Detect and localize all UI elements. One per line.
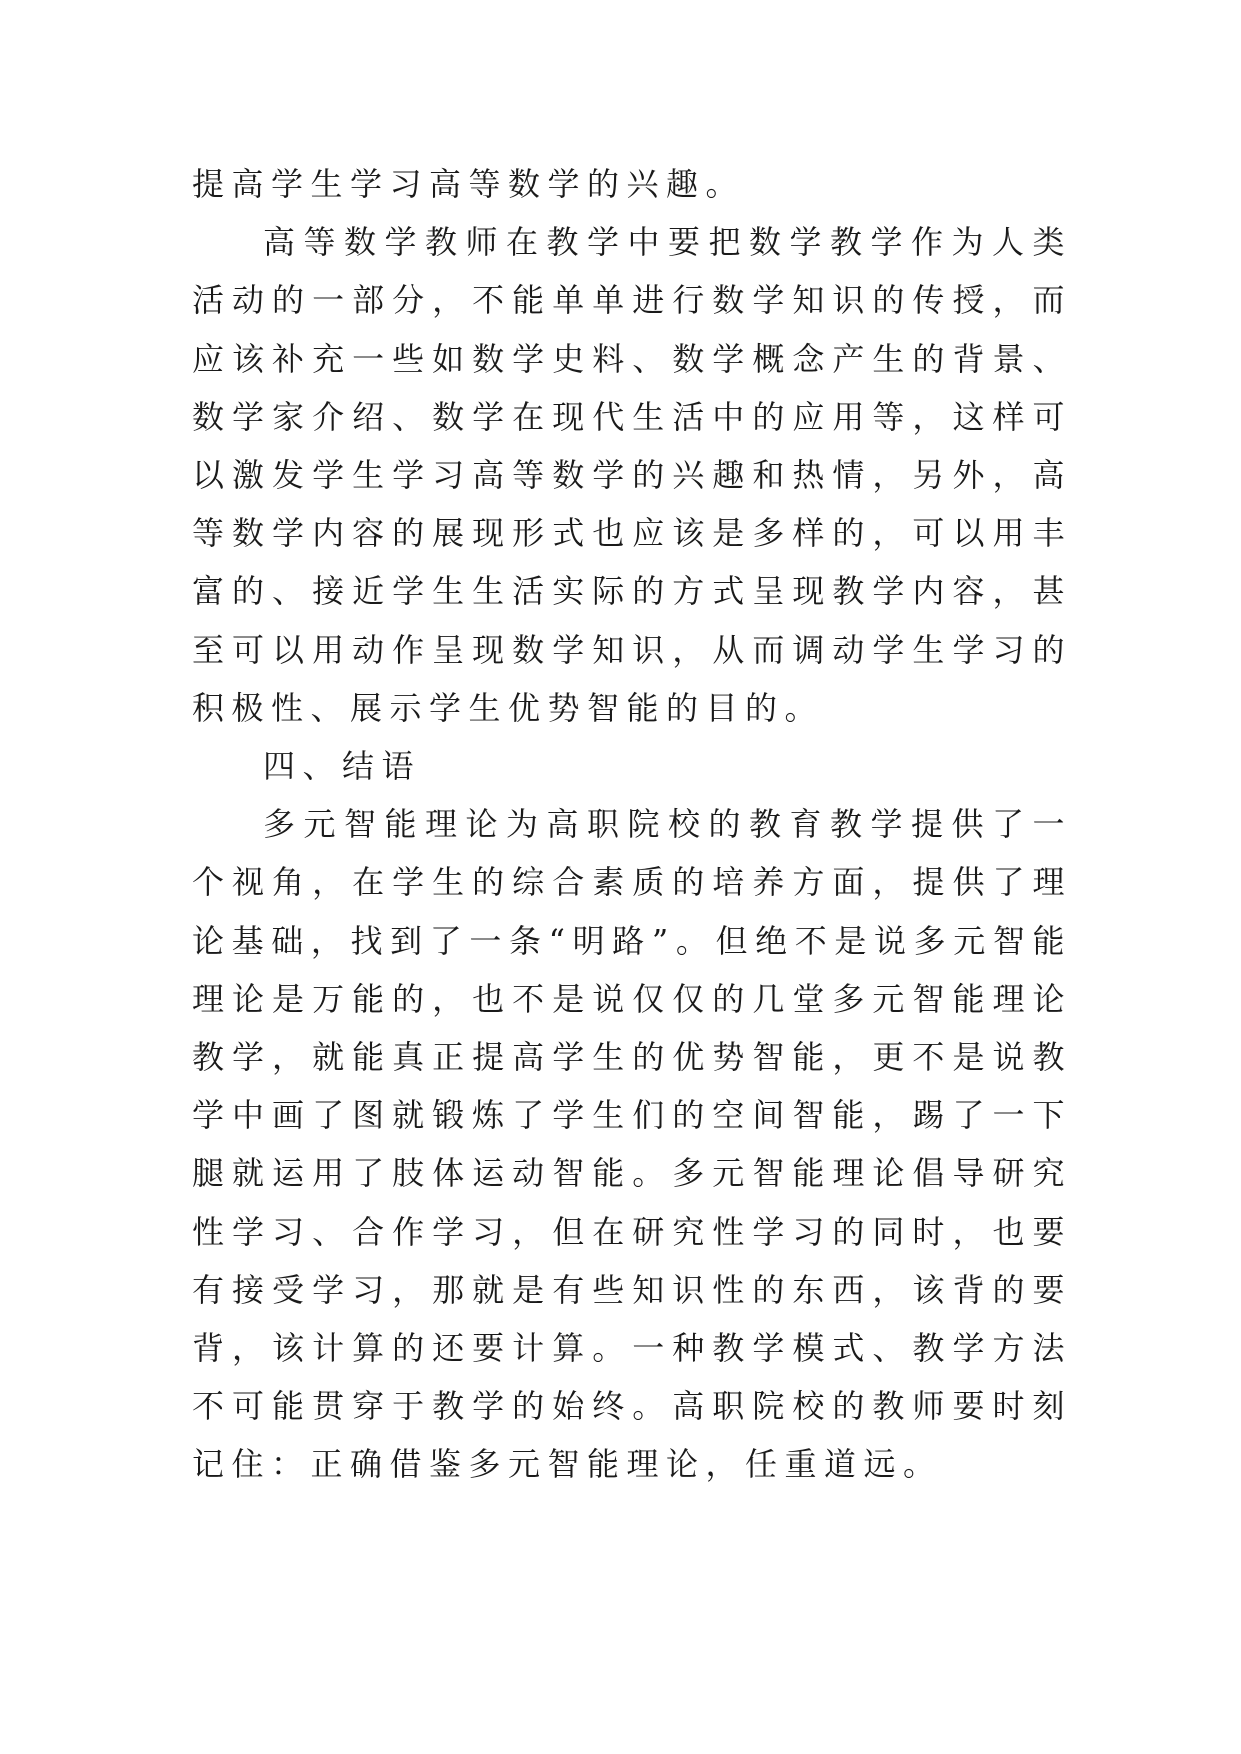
section-heading-conclusion: 四、结语 xyxy=(263,747,422,786)
paragraph-conclusion: 多元智能理论为高职院校的教育教学提供了一个视角，在学生的综合素质的培养方面，提供了理论基础，找到了一条“明路”。但绝不是说多元智能理论是万能的，也不是说仅仅的几堂多元智能理论教学，就能真正提高学生的优势智能，更不是说教学中画了图就锻炼了学生们的空间智能，踢了一下腿就运用了肢体运动智能。多元智能理论倡导研究性学习、合作学习，但在研究性学习的同时，也要有接受学习，那就是有些知识性的东西，该背的要背，该计算的还要计算。一种教学模式、教学方法不可能贯穿于教学的始终。高职院校的教师要时刻记住：正确借鉴多元智能理论，任重道远。 xyxy=(192,805,1072,1484)
paragraph-continuation: 提高学生学习高等数学的兴趣。 xyxy=(192,165,746,203)
paragraph-teaching-methods: 高等数学教师在教学中要把数学教学作为人类活动的一部分，不能单单进行数学知识的传授，而应该补充一些如数学史料、数学概念产生的背景、数学家介绍、数学在现代生活中的应用等，这样可以激发学生学习高等数学的兴趣和热情，另外，高等数学内容的展现形式也应该是多样的，可以用丰富的、接近学生生活实际的方式呈现教学内容，甚至可以用动作呈现数学知识，从而调动学生学习的积极性、展示学生优势智能的目的。 xyxy=(192,223,1072,727)
body-text xyxy=(192,155,1072,1494)
